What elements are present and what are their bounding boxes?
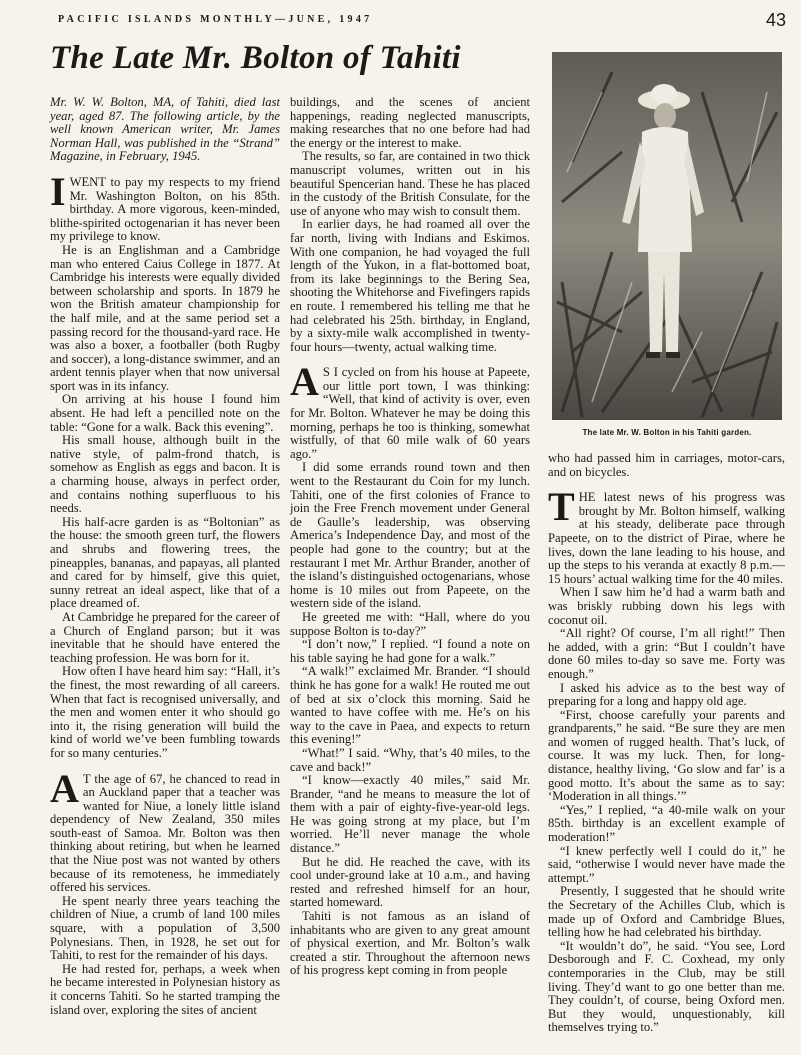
page-number: 43 [765,10,786,30]
col1-paragraph [50,963,280,1017]
col2-paragraph [290,218,530,354]
col1-paragraph [50,168,280,244]
col3-paragraph [548,682,785,709]
paragraph-text: “I don’t now,” I replied. “I found a note on his table saying he had gone for a walk.” [290,637,530,665]
col1-paragraph [50,611,280,665]
col2-paragraph [290,150,530,218]
paragraph-text: “I knew perfectly well I could do it,” he said, “otherwise I would never have made the attempt.” [548,843,785,885]
col2-paragraph [290,910,530,978]
paragraph-text: HE latest news of his progress was brought by Mr. Bolton himself, walking at his steady, deliberate pace through Papeete, on to the district of Pirae, where he lives, down the lane leading to his house, and up the steps to his veranda at exactly 8 p.m.—15 hours’ actual walking time for the 40 miles. [548,490,785,586]
col2-paragraph [290,96,530,150]
header-bar [54,12,786,34]
paragraph-text: When I saw him he’d had a warm bath and was briskly rubbing down his legs with coconut oil. [548,585,785,627]
paragraph-text: He spent nearly three years teaching the children of Niue, a crumb of land 100 miles square, with a population of 3,500 Polynesians. Then, in 1928, he set out for Tahiti, to rest for the remainder of his days. [50,893,280,963]
paragraph-text: The results, so far, are contained in two thick manuscript volumes, written out in his beautiful Spencerian hand. These he has placed in the custody of the British Consulate, for the use of anyone who may wish to consult them. [290,149,530,218]
paragraph-text: He is an Englishman and a Cambridge man who entered Caius College in 1877. At Cambridge his interests were equally divided between scholarship and sports. In 1879 he won the British amateur championship for the half mile, and at the same period set a passing record for the thousand-yard race. He was also a boxer, a footballer (both Rugby and soccer), a long-distance swimmer, and an ardent tennis player when that now universal sport was in its infancy. [50,242,280,393]
article-intro: Mr. W. W. Bolton, MA, of Tahiti, died last year, aged 87. The following article, by the well known American writer, Mr. James Norman Hall, was published in the “Strand” Magazine, in February, 1945. [50,95,280,164]
col2-paragraph [290,747,530,774]
paragraph-text: “It wouldn’t do”, he said. “You see, Lord Desborough and F. C. Coxhead, my only contemporaries in the Club, may be still living. They’d want to go one better than me. They couldn’t, of course, being Oxford men. But they would, unquestionably, kill themselves trying to.” [548,938,785,1035]
paragraph-text: WENT to pay my respects to my friend Mr. Washington Bolton, on his 85th. birthday. A more vigorous, keen-minded, blithe-spirited octogenarian it has never been my privilege to know. [50,174,280,244]
paragraph-text: S I cycled on from his house at Papeete, our little port town, I was thinking: “Well, that kind of activity is over, even for Mr. Bolton. Whatever he may be doing this morning, perhaps he too is thinking, somewhat wistfully, of that 60 mile walk of 60 years ago.” [290,365,530,461]
photo-caption: The late Mr. W. Bolton in his Tahiti garden. [582,428,752,437]
col1-paragraph [50,434,280,516]
bolton-garden-photo [552,52,782,420]
col3-paragraph [548,627,785,681]
article-title: The Late Mr. Bolton of Tahiti [50,40,461,76]
col1-paragraph [50,516,280,611]
paragraph-text: Tahiti is not famous as an island of inhabitants who are given to any great amount of physical exertion, and Mr. Bolton’s walk created a stir. Throughout the afternoon news of his progress kept coming in from people [290,909,530,978]
running-head: PACIFIC ISLANDS MONTHLY—JUNE, 1947 [58,14,373,25]
paragraph-text: who had passed him in carriages, motor-cars, and on bicycles. [548,451,785,479]
photo-illustration [552,52,782,420]
paragraph-text: How often I have heard him say: “Hall, it’s the finest, the most rewarding of all careers. When that fact is recognised universally, and the men and women enter it who should go into it, the rising generation will build the kind of world we’ve been fumbling towards for so many centuries.” [50,664,280,760]
col1-paragraph [50,244,280,394]
col3-paragraph [548,845,785,886]
col3-paragraph [548,885,785,939]
col3-paragraph [548,709,785,804]
col2-paragraph [290,665,530,747]
col2-paragraph [290,359,530,461]
col3-paragraph [548,940,785,1035]
col2-paragraph [290,461,530,611]
column-2 [290,96,530,978]
col2-paragraph [290,856,530,910]
col1-paragraph [50,895,280,963]
col2-paragraph [290,611,530,638]
col1-paragraph [50,393,280,434]
drop-cap: A [50,765,79,811]
paragraph-text: “A walk!” exclaimed Mr. Brander. “I should think he has gone for a walk! He routed me out of bed at six o’clock this morning. Said he wanted to have coffee with me. He’s on his way to the cave in Paea, and expects to return this evening!” [290,664,530,747]
paragraph-text: He greeted me with: “Hall, where do you suppose Bolton is to-day?” [290,609,530,638]
col2-paragraph [290,638,530,665]
paragraph-text: buildings, and the scenes of ancient happenings, reading neglected manuscripts, making researches that no one before had had the energy or the interest to make. [290,95,530,150]
column-3 [548,452,785,1035]
column-1 [50,96,280,1017]
paragraph-text: I asked his advice as to the best way of preparing for a long and happy old age. [548,680,785,709]
paragraph-text: But he did. He reached the cave, with its cool under-ground lake at 10 a.m., and having rested and refreshed himself for an hour, started homeward. [290,854,530,910]
paragraph-text: His half-acre garden is as “Boltonian” as the house: the smooth green turf, the flowers and shrubs and flowering trees, the pineapples, bananas, and papayas, all planted and cared for by himself, give this quiet, sunny retreat an ideal aspect, like that of a place dreamed of. [50,514,280,611]
paragraph-text: He had rested for, perhaps, a week when he became interested in Polynesian history as it concerns Tahiti. So he started tramping the island over, exploring the sites of ancient [50,961,280,1017]
paragraph-text: I did some errands round town and then went to the Restaurant du Coin for my lunch. Tahiti, one of the first colonies of France to join the Free French movement under General de Gaulle’s leadership, was observing America’s Independence Day, and most of the people had gone to the country; but at the restaurant I met Mr. Arthur Brander, another of the island’s distinguished octogenarians, whose home is 10 miles out from Papeete, on the western side of the island. [290,460,530,611]
col2-paragraph [290,774,530,856]
col1-paragraph [50,665,280,760]
paragraph-text: In earlier days, he had roamed all over the far north, living with Indians and Eskimos. With one companion, he had voyaged the full length of the Yukon, in a flat-bottomed boat, from its lake beginnings to the Bering Sea, shooting the Whitehorse and Fivefingers rapids en route. I remembered his telling me that he had celebrated his 25th. birthday, in England, by a sixty-mile walk accomplished in twenty-four hours—twenty, actual walking time. [290,217,530,354]
paragraph-text: His small house, although built in the native style, of palm-frond thatch, is somehow as English as eggs and bacon. It is a charming house, always in perfect order, and contains nothing superfluous to his needs. [50,433,280,516]
paragraph-text: “First, choose carefully your parents and grandparents,” he said. “Be sure they are men and women of rugged health. That’s luck, of course. It was my luck. Then, for long-distance, healthy living, ‘Go slow and far’ is a good motto. It’s about the same as to say: ‘Moderation in all things.’” [548,707,785,804]
col3-paragraph [548,804,785,845]
paragraph-text: T the age of 67, he chanced to read in an Auckland paper that a teacher was wanted for Niue, a lonely little island dependency of New Zealand, 350 miles south-east of Samoa. Mr. Bolton was then thinking about retiring, but when he learned that the Niue post was not wanted by others because of its remoteness, he immediately offered his services. [50,771,280,895]
drop-cap: A [290,359,319,405]
col1-paragraph [50,765,280,895]
drop-cap: T [548,484,575,530]
paragraph-text: At Cambridge he prepared for the career of a Church of England parson; but it was inevitable that he should have entered the teaching profession. He was born for it. [50,609,280,665]
col3-paragraph [548,586,785,627]
paragraph-text: On arriving at his house I found him absent. He had left a pencilled note on the table: “Gone for a walk. Back this evening”. [50,392,280,434]
paragraph-text: “Yes,” I replied, “a 40-mile walk on your 85th. birthday is an excellent example of moderation!” [548,802,785,845]
col1-body [50,168,280,1017]
drop-cap: I [50,168,66,214]
paragraph-text: “I know—exactly 40 miles,” said Mr. Brander, “and he means to measure the lot of them with a pair of eighty-five-year-old legs. He was going strong at my place, but I’m worried. He’ll never manage the whole distance.” [290,773,530,856]
paragraph-text: “What!” I said. “Why, that’s 40 miles, to the cave and back!” [290,745,530,774]
paragraph-text: “All right? Of course, I’m all right!” Then he added, with a grin: “But I couldn’t have done 60 miles to-day so save me. Forty was enough.” [548,626,785,681]
col3-paragraph [548,452,785,479]
col3-paragraph [548,484,785,586]
paragraph-text: Presently, I suggested that he should write the Secretary of the Achilles Club, which is made up of Oxford and Cambridge Blues, telling how he had celebrated his birthday. [548,884,785,940]
